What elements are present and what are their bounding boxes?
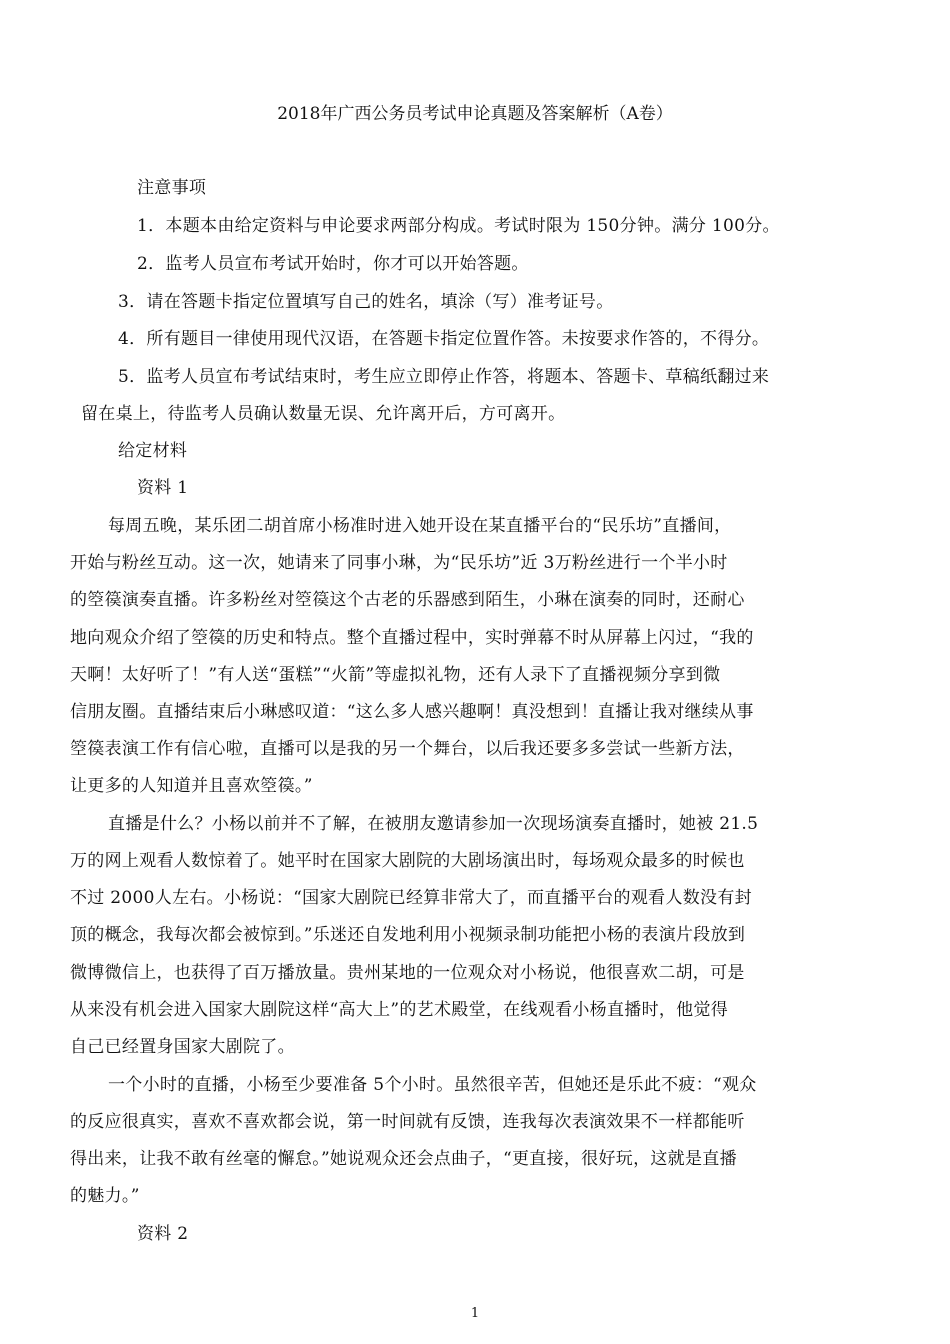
paragraph-3-line: 一个小时的直播，小杨至少要准备 5个小时。虽然很辛苦，但她还是乐此不疲：“观众 [108, 1075, 757, 1095]
paragraph-1-line: 开始与粉丝互动。这一次，她请来了同事小琳，为“民乐坊”近 3万粉丝进行一个半小时 [70, 553, 728, 573]
paragraph-1-line: 的箜篌演奏直播。许多粉丝对箜篌这个古老的乐器感到陌生，小琳在演奏的同时，还耐心 [70, 590, 745, 610]
notice-item-5: 5．监考人员宣布考试结束时，考生应立即停止作答，将题本、答题卡、草稿纸翻过来 [118, 367, 770, 387]
material-2-heading: 资料 2 [137, 1224, 189, 1244]
paragraph-1-line: 箜篌表演工作有信心啦，直播可以是我的另一个舞台，以后我还要多多尝试一些新方法， [70, 739, 745, 759]
notice-item-2: 2．监考人员宣布考试开始时，你才可以开始答题。 [137, 254, 529, 274]
paragraph-2-line: 直播是什么？小杨以前并不了解，在被朋友邀请参加一次现场演奏直播时，她被 21.5 [108, 814, 759, 834]
document-title: 2018年广西公务员考试申论真题及答案解析（A卷） [277, 104, 673, 124]
material-1-heading: 资料 1 [137, 478, 189, 498]
paragraph-2-line: 自己已经置身国家大剧院了。 [70, 1037, 295, 1057]
paragraph-1-line: 每周五晚，某乐团二胡首席小杨准时进入她开设在某直播平台的“民乐坊”直播间， [108, 516, 732, 536]
paragraph-2-line: 从来没有机会进入国家大剧院这样“高大上”的艺术殿堂，在线观看小杨直播时，他觉得 [70, 1000, 729, 1020]
paragraph-3-line: 的魅力。” [70, 1186, 140, 1206]
paragraph-1-line: 天啊！太好听了！”有人送“蛋糕”“火箭”等虚拟礼物，还有人录下了直播视频分享到微 [70, 665, 721, 685]
notice-item-5-continued: 留在桌上，待监考人员确认数量无误、允许离开后，方可离开。 [81, 404, 566, 424]
paragraph-2-line: 顶的概念，我每次都会被惊到。”乐迷还自发地利用小视频录制功能把小杨的表演片段放到 [70, 925, 746, 945]
paragraph-1-line: 地向观众介绍了箜篌的历史和特点。整个直播过程中，实时弹幕不时从屏幕上闪过，“我的 [70, 628, 754, 648]
paragraph-1-line: 信朋友圈。直播结束后小琳感叹道：“这么多人感兴趣啊！真没想到！直播让我对继续从事 [70, 702, 754, 722]
notice-item-4: 4．所有题目一律使用现代汉语，在答题卡指定位置作答。未按要求作答的，不得分。 [118, 329, 770, 349]
notice-item-3: 3．请在答题卡指定位置填写自己的姓名，填涂（写）准考证号。 [118, 292, 614, 312]
paragraph-1-line: 让更多的人知道并且喜欢箜篌。” [70, 776, 313, 796]
paragraph-2-line: 万的网上观看人数惊着了。她平时在国家大剧院的大剧场演出时，每场观众最多的时候也 [70, 851, 745, 871]
materials-heading: 给定材料 [118, 441, 188, 461]
paragraph-3-line: 的反应很真实，喜欢不喜欢都会说，第一时间就有反馈，连我每次表演效果不一样都能听 [70, 1112, 745, 1132]
paragraph-2-line: 微博微信上，也获得了百万播放量。贵州某地的一位观众对小杨说，他很喜欢二胡，可是 [70, 963, 745, 983]
paragraph-3-line: 得出来，让我不敢有丝毫的懈怠。”她说观众还会点曲子，“更直接，很好玩，这就是直播 [70, 1149, 737, 1169]
page-number: 1 [470, 1306, 480, 1321]
notice-item-1: 1．本题本由给定资料与申论要求两部分构成。考试时限为 150分钟。满分 100分。 [137, 216, 780, 236]
notice-heading: 注意事项 [137, 178, 207, 198]
paragraph-2-line: 不过 2000人左右。小杨说：“国家大剧院已经算非常大了，而直播平台的观看人数没有封 [70, 888, 752, 908]
